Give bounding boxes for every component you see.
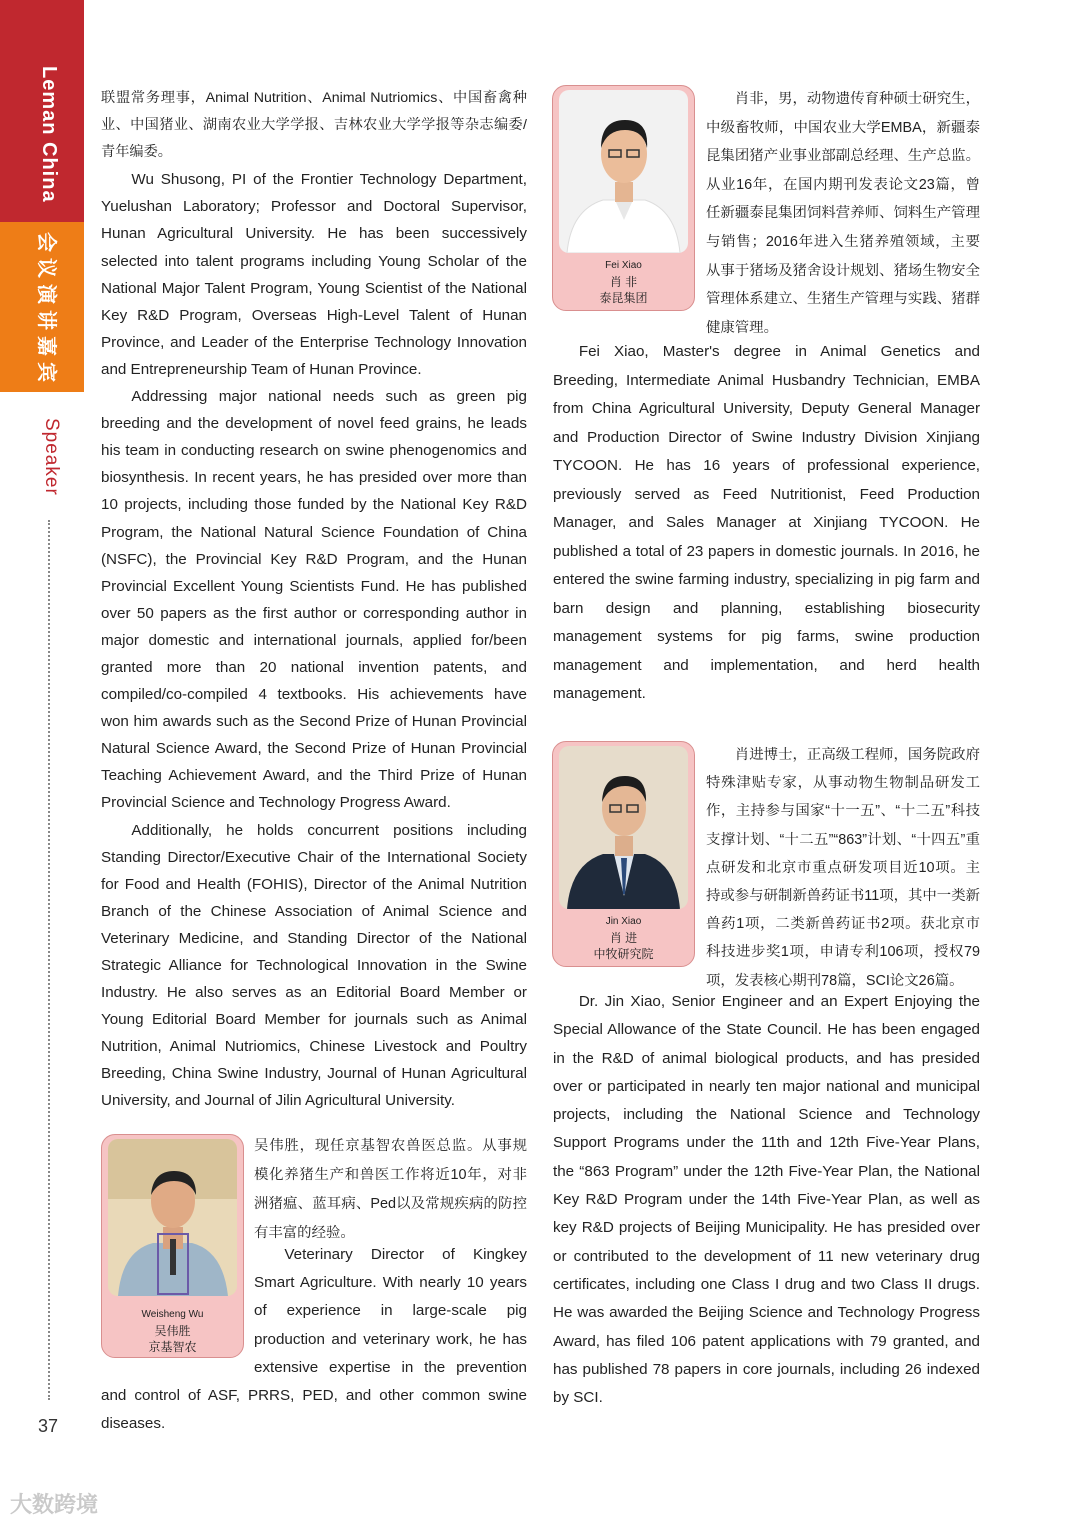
fei-bio-cn: 肖非，男，动物遗传育种硕士研究生，中级畜牧师，中国农业大学EMBA，新疆泰昆集团猪产业事业部副总经理、生产总监。从业16年，在国内期刊发表论文23篇，曾任新疆泰昆集团饲料营养师、饲料生产管理与销售；2016年进入生猪养殖领域，主要从事于猪场及猪舍设计规划、猪场生物安全管理体系建立、生猪生产管理与实践、猪群健康管理。: [706, 91, 980, 336]
watermark: 大数跨境: [10, 1492, 99, 1517]
speaker-card-fei: [552, 85, 695, 311]
wu-bio-cn: 吴伟胜，现任京基智农兽医总监。从事规模化养猪生产和兽医工作将近10年，对非洲猪瘟、蓝耳病、Ped以及常规疾病的防控有丰富的经验。: [254, 1138, 527, 1241]
wu-bio-en-p3: Additionally, he holds concurrent positions including Standing Director/Executive Chair of the International Society for Food and Health (FOHIS), Director of the Animal Nutrition Branch of the Chinese Association of Animal Science and Veterinary Medicine, and Standing Director of the National Strategic Alliance for Technological Innovation in the Swine Industry. He also serves as an Editorial Board Member or Young Editorial Board Member for journals such as Animal Nutrition, Animal Nutriomics, Chinese Livestock and Poultry Breeding, China Swine Industry, Journal of Hunan Agricultural University, and Journal of Jilin Agricultural University.: [101, 821, 527, 1110]
wu-bio-cn-continued: 联盟常务理事，Animal Nutrition、Animal Nutriomics、中国畜禽种业、中国猪业、湖南农业大学学报、吉林农业大学学报等杂志编委/青年编委。: [101, 90, 527, 161]
wu-bio-en-p2: Addressing major national needs such as green pig breeding and the development of novel feed grains, he leads his team in conducting research on swine phenogenomics and biosynthesis. In recent years, he has presided over more than 10 projects, including those funded by the National Key R&D Program, the National Natural Science Foundation of China (NSFC), the Provincial Key R&D Program, and the Hunan Provincial Excellent Young Scientists Fund. He has published over 50 papers as the first author or corresponding author in major domestic and international journals, applied for/been granted more than 20 national invention patents, and compiled/co-compiled 4 textbooks. His achievements have won him awards such as the Second Prize of Hunan Provincial Natural Science Award, the Second Prize of Hunan Provincial Teaching Achievement Award, and the Third Prize of Hunan Provincial Science and Technology Progress Award.: [101, 388, 527, 812]
wu-bio-en-p1: Wu Shusong, PI of the Frontier Technology Department, Yuelushan Laboratory; Professor and Doctoral Supervisor, Hunan Agricultural University. He has been successively selected into talent programs including Young Scholar of the National Major Talent Program, Young Scientist of the National Key R&D Program, Overseas High-Level Talent of Hunan Province, and Leader of the Enterprise Technology Innovation and Entrepreneurship Team of Hunan Province.: [101, 171, 527, 378]
card-name-en: Jin Xiao: [605, 916, 642, 927]
wu-bio-en-text: Veterinary Director of Kingkey Smart Agriculture. With nearly 10 years of experience in large-scale pig production and veterinary work, he has extensive expertise in the prevention and control of ASF, PRRS, PED, and other common swine diseases.: [101, 1246, 527, 1433]
jin-bio-cn: 肖进博士，正高级工程师，国务院政府特殊津贴专家，从事动物生物制品研发工作，主持参与国家“十一五”、“十二五”科技支撑计划、“十二五”“863”计划、“十四五”重点研发和北京市重点研发项目近10项。主持或参与研制新兽药证书11项，其中一类新兽药1项，二类新兽药证书2项。获北京市科技进步奖1项，申请专利106项，授权79项，发表核心期刊78篇，SCI论文26篇。: [706, 747, 980, 989]
card-name-cn: 肖 非: [609, 275, 638, 289]
brand-label: Leman China: [38, 66, 60, 203]
section-title-cn: 会议演讲嘉宾: [35, 232, 57, 388]
card-org: 中牧研究院: [593, 947, 654, 961]
card-org: 泰昆集团: [599, 291, 648, 305]
jin-bio-en: Dr. Jin Xiao, Senior Engineer and an Expert Enjoying the Special Allowance of the State Council. He has been engaged in the R&D of animal biological products, and has presided over or participated in nearly ten major national and municipal projects, including the National Science and Technology Support Programs under the 11th and 12th Five-Year Plans, the “863 Program” under the 12th Five-Year Plan, the National Key R&D Program under the 14th Five-Year Plan, as well as key R&D projects of Beijing Municipality. He has presided over or contributed to the development of 11 new veterinary drug certificates, including one Class I drug and two Class II drugs. He was awarded the Beijing Science and Technology Progress Award, has filed 106 patent applications with 79 granted, and has published 78 papers in core journals, including 26 indexed by SCI.: [553, 993, 980, 1407]
speaker-photo: [559, 90, 688, 253]
card-name-cn: 肖 进: [609, 931, 638, 945]
speaker-photo: [559, 746, 688, 909]
fei-bio-en: Fei Xiao, Master's degree in Animal Genetics and Breeding, Intermediate Animal Husbandry Technician, EMBA from China Agricultural University, Deputy General Manager and Production Director of Swine Industry Division Xinjiang TYCOON. He has 16 years of professional experience, previously served as Feed Nutritionist, Feed Production Manager, and Sales Manager at Xinjiang TYCOON. He published a total of 23 papers in domestic journals. In 2016, he entered the swine farming industry, specializing in pig farm and barn design and planning, establishing biosecurity management systems for pig farms, swine production management and implementation, and herd health management.: [553, 343, 980, 702]
speaker-card-jin: [552, 741, 695, 967]
card-org: 京基智农: [148, 1340, 197, 1354]
page-number: 37: [38, 1416, 59, 1436]
card-name-en: Fei Xiao: [605, 260, 642, 271]
section-title-en: Speaker: [41, 418, 62, 496]
wu-bio-en: [101, 1241, 527, 1438]
left-column: [101, 85, 527, 1115]
card-name-cn: 吴伟胜: [154, 1324, 191, 1338]
card-name-en: Weisheng Wu: [141, 1309, 204, 1320]
